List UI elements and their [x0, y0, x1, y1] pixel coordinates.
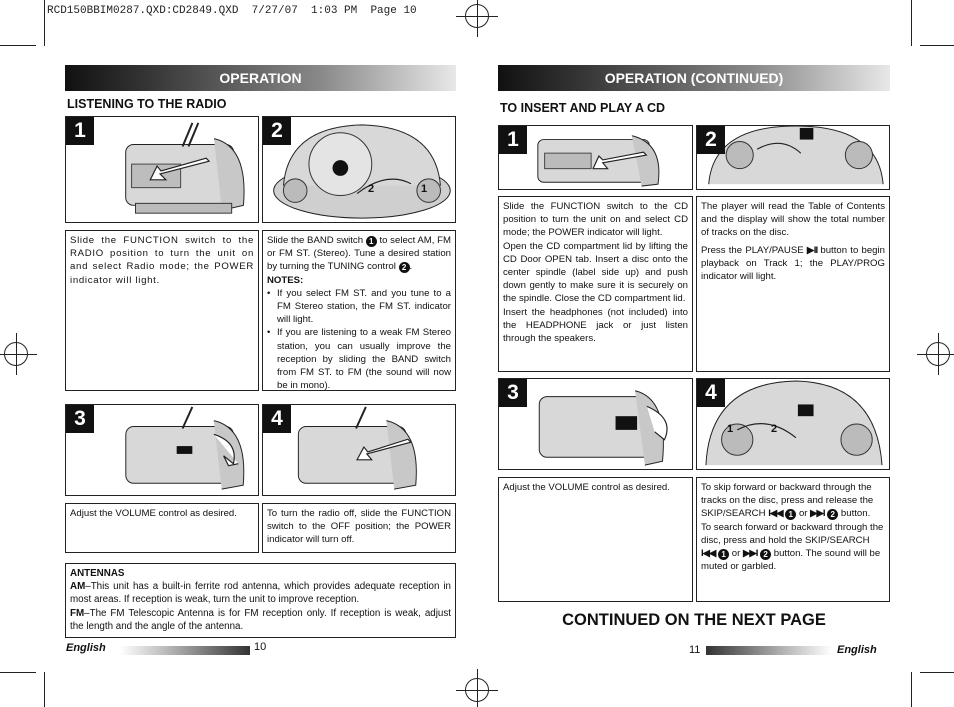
fm-text: –The FM Telescopic Antenna is for FM reception only. If reception is weak, adjust the length and the angle of the antenna. — [70, 607, 451, 632]
or-text: or — [731, 548, 741, 560]
step-3-illustration — [65, 404, 259, 496]
cd-step-1-p2: Open the CD compartment lid by lifting the CD Door OPEN tab. Insert a disc onto the center spindle (label side up) and push down gently to make sure it is securely on the spindle. Close the CD compartment lid. — [503, 240, 688, 305]
step-2-p1b: to select AM, FM or FM ST. (Stereo). Tune a desired station by turning the TUNING control — [267, 235, 452, 273]
cd-step-1-text — [498, 196, 693, 372]
registration-mark-top — [465, 4, 489, 28]
step-number: 3 — [499, 379, 527, 407]
step-number: 2 — [697, 126, 725, 154]
radio-top-view-image — [263, 117, 455, 222]
slug-line: RCD150BBIM0287.QXD:CD2849.QXD 7/27/07 1:03 PM Page 10 — [47, 5, 417, 17]
page-number-left: 10 — [254, 641, 267, 653]
marker-1-icon: 1 — [366, 236, 377, 247]
step-3-text: Adjust the VOLUME control as desired. — [65, 503, 259, 553]
am-label: AM — [70, 581, 86, 593]
step-2-text — [262, 230, 456, 391]
continued-next-page: CONTINUED ON THE NEXT PAGE — [562, 611, 826, 629]
marker-1-icon: 1 — [785, 509, 796, 520]
registration-mark-left — [4, 342, 28, 366]
callout-2: 1 — [421, 183, 428, 195]
marker-2-icon: 2 — [399, 262, 410, 273]
unit-volume-image — [499, 379, 692, 469]
or-text: or — [798, 508, 808, 520]
callout-1: 1 — [727, 423, 734, 435]
crop-mark — [0, 45, 36, 46]
skip-forward-icon: ▶▶I — [810, 508, 825, 520]
callout-2: 2 — [771, 423, 778, 435]
step-number: 2 — [263, 117, 291, 145]
step-number: 1 — [66, 117, 94, 145]
cd-step-2-p2b: button to begin playback on Track 1; the PLAY/PROG indicator will light. — [701, 244, 885, 283]
registration-mark-bottom — [465, 678, 489, 702]
bullet-icon: • — [267, 287, 271, 299]
crop-mark — [911, 0, 912, 46]
step-number: 4 — [263, 405, 291, 433]
radio-off-image — [263, 405, 455, 495]
footer-gradient-right — [706, 646, 832, 655]
subtitle-insert-play-cd: TO INSERT AND PLAY A CD — [500, 101, 666, 115]
page-number-right: 11 — [689, 644, 701, 656]
skip-back-icon: I◀◀ — [768, 508, 783, 520]
unit-top-controls-image — [697, 379, 889, 469]
marker-2-icon: 2 — [760, 549, 771, 560]
radio-side-view-image — [66, 117, 258, 222]
step-4-text: To turn the radio off, slide the FUNCTION switch to the OFF position; the POWER indicator will turn off. — [262, 503, 456, 553]
step-2-p1c: . — [409, 261, 413, 273]
step-2-p1a: Slide the BAND switch — [267, 235, 364, 246]
step-1-text: Slide the FUNCTION switch to the RADIO position to turn the unit on and select Radio mode; the POWER indicator will light. — [65, 230, 259, 391]
cd-step-4-p2a: To search forward or backward through the disc, press and hold the — [701, 521, 884, 546]
footer-language-right: English — [837, 644, 877, 656]
cd-step-4-p1a: To skip forward or backward through the tracks on the disc, press and release the SKIP/SEARCH — [701, 482, 874, 520]
cd-step-2-text — [696, 196, 890, 372]
cd-step-2-illustration — [696, 125, 890, 190]
crop-mark — [920, 45, 954, 46]
cd-step-4-illustration — [696, 378, 890, 470]
footer-language-left: English — [66, 642, 106, 654]
notes-label: NOTES: — [267, 274, 304, 286]
section-header-operation: OPERATION — [65, 65, 456, 91]
crop-mark — [44, 672, 45, 707]
cd-step-3-illustration — [498, 378, 693, 470]
skip-back-icon: I◀◀ — [701, 548, 716, 560]
cd-step-1-p1: Slide the FUNCTION switch to the CD position to turn the unit on and select CD mode; the POWER indicator will light. — [503, 201, 688, 239]
section-header-operation-continued: OPERATION (CONTINUED) — [498, 65, 890, 91]
cd-step-2-p1: The player will read the Table of Contents and the display will show the total number of tracks on the disc. — [701, 201, 885, 239]
step-2-illustration — [262, 116, 456, 223]
am-text: –This unit has a built-in ferrite rod antenna, which provides adequate reception in most areas. If reception is weak, turn the unit to improve reception. — [70, 581, 451, 606]
step-number: 4 — [697, 379, 725, 407]
step-number: 1 — [499, 126, 527, 154]
step-number: 3 — [66, 405, 94, 433]
marker-2-icon: 2 — [827, 509, 838, 520]
note-2: If you are listening to a weak FM Stereo station, you can usually improve the reception by sliding the BAND switch from FM ST. to FM (the sound will now be in mono). — [277, 327, 451, 392]
skip-forward-icon: ▶▶I — [742, 548, 758, 560]
step-1-illustration — [65, 116, 259, 223]
antennas-title: ANTENNAS — [70, 568, 125, 579]
unit-top-view-image — [697, 126, 889, 189]
subtitle-listening-radio: LISTENING TO THE RADIO — [67, 97, 227, 111]
antennas-box — [65, 563, 456, 638]
cd-step-1-illustration — [498, 125, 693, 190]
bullet-icon: • — [267, 327, 271, 339]
cd-step-2-p2a: Press the PLAY/PAUSE — [701, 244, 804, 256]
cd-step-4-p2c: button. The sound will be muted or garbled. — [701, 548, 881, 573]
marker-1-icon: 1 — [718, 549, 729, 560]
crop-mark — [911, 672, 912, 707]
step-4-illustration — [262, 404, 456, 496]
registration-mark-right — [926, 342, 950, 366]
cd-step-4-text — [696, 477, 890, 602]
crop-mark — [44, 0, 45, 46]
play-pause-icon: ▶II — [806, 244, 818, 256]
cd-step-1-p3: Insert the headphones (not included) into the HEADPHONE jack or just listen through the speakers. — [503, 306, 688, 345]
note-1: If you select FM ST. and you tune to a FM Stereo station, the FM ST. indicator will light. — [277, 287, 451, 326]
fm-label: FM — [70, 607, 85, 619]
cd-step-4-p2b: SKIP/SEARCH — [805, 534, 870, 546]
footer-gradient-left — [120, 646, 250, 655]
radio-volume-image — [66, 405, 258, 495]
cd-step-4-p1b: button. — [840, 508, 871, 520]
crop-mark — [0, 672, 36, 673]
callout-1: 2 — [368, 183, 375, 195]
crop-mark — [920, 672, 954, 673]
unit-side-view-image — [499, 126, 692, 189]
cd-step-3-text: Adjust the VOLUME control as desired. — [498, 477, 693, 602]
